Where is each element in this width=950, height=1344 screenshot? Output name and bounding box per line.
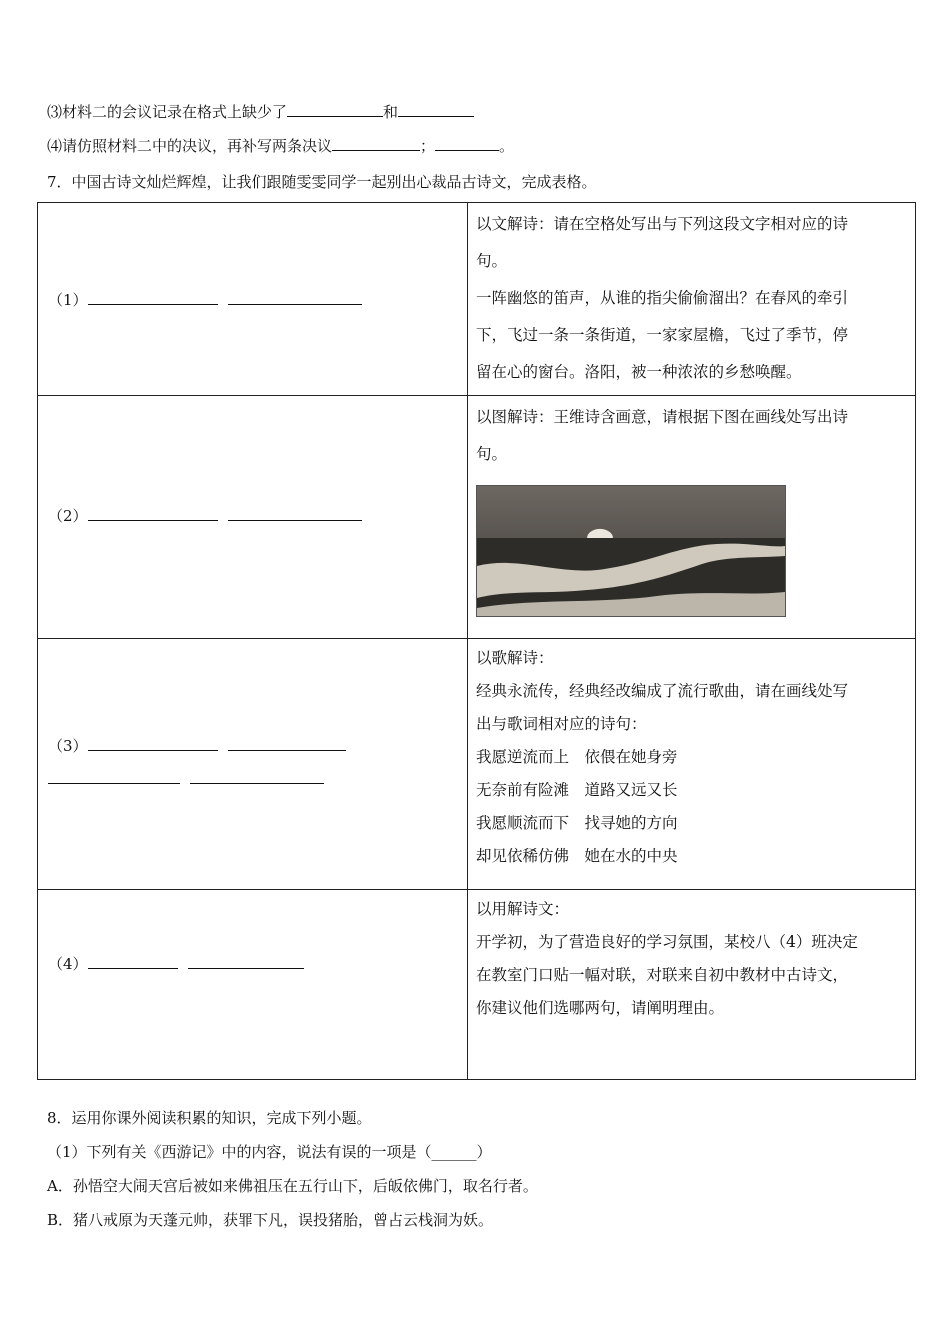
row-label-1: （1） xyxy=(48,291,88,309)
table-row-1 xyxy=(38,203,916,396)
q6-item3-and: 和 xyxy=(383,103,399,121)
prompt-line: 无奈前有险滩 道路又远又长 xyxy=(476,781,678,799)
prompt-line: 我愿逆流而上 依偎在她身旁 xyxy=(476,748,678,766)
prompt-line: 留在心的窗台。洛阳，被一种浓浓的乡愁唤醒。 xyxy=(476,363,802,381)
answer-line-3a xyxy=(48,735,356,756)
row-label-2: （2） xyxy=(48,507,88,525)
table-row-3 xyxy=(38,639,916,890)
prompt-cell-1 xyxy=(468,203,916,396)
prompt-cell-4 xyxy=(468,890,916,1080)
q6-item4-text: ⑷请仿照材料二中的决议，再补写两条决议 xyxy=(47,137,333,155)
q8-option-b[interactable]: B．猪八戒原为天蓬元帅，获罪下凡，误投猪胎，曾占云栈洞为妖。 xyxy=(47,1211,494,1229)
prompt-cell-3 xyxy=(468,639,916,890)
answer-line-4 xyxy=(48,953,314,974)
q6-item4-end: 。 xyxy=(499,137,515,155)
poetry-table xyxy=(37,202,916,1080)
prompt-line: 却见依稀仿佛 她在水的中央 xyxy=(476,847,678,865)
answer-cell-1 xyxy=(38,203,468,396)
prompt-cell-2 xyxy=(468,396,916,639)
answer-blank[interactable] xyxy=(228,736,346,751)
answer-cell-3 xyxy=(38,639,468,890)
row-label-3: （3） xyxy=(48,737,88,755)
answer-line-3b xyxy=(48,769,334,788)
answer-blank[interactable] xyxy=(88,506,218,521)
answer-blank[interactable] xyxy=(48,769,180,784)
answer-blank[interactable] xyxy=(188,954,304,969)
q6-item4-blank-2[interactable] xyxy=(435,136,499,151)
q6-item3-text: ⑶材料二的会议记录在格式上缺少了 xyxy=(47,103,288,121)
answer-line-1 xyxy=(48,289,372,310)
q6-item4-blank-1[interactable] xyxy=(332,136,420,151)
q8-sub1: （1）下列有关《西游记》中的内容，说法有误的一项是（______） xyxy=(47,1143,492,1161)
q7-stem: 7．中国古诗文灿烂辉煌，让我们跟随雯雯同学一起别出心裁品古诗文，完成表格。 xyxy=(47,173,597,191)
river-sunset-image xyxy=(476,485,786,617)
answer-cell-4 xyxy=(38,890,468,1080)
q6-item4-sep: ； xyxy=(420,137,436,155)
prompt-line: 以文解诗：请在空格处写出与下列这段文字相对应的诗 xyxy=(476,215,849,233)
q8-stem: 8．运用你课外阅读积累的知识，完成下列小题。 xyxy=(47,1109,372,1127)
prompt-line: 你建议他们选哪两句，请阐明理由。 xyxy=(476,999,725,1017)
answer-blank[interactable] xyxy=(88,954,178,969)
answer-blank[interactable] xyxy=(88,290,218,305)
answer-blank[interactable] xyxy=(88,736,218,751)
prompt-line: 以图解诗：王维诗含画意，请根据下图在画线处写出诗 xyxy=(476,408,849,426)
table-row-4 xyxy=(38,890,916,1080)
q6-item3-blank-1[interactable] xyxy=(287,102,383,117)
prompt-line: 以歌解诗： xyxy=(476,649,554,667)
prompt-line: 句。 xyxy=(476,445,508,463)
prompt-line: 句。 xyxy=(476,252,508,270)
answer-blank[interactable] xyxy=(228,290,362,305)
prompt-line: 下，飞过一条一条街道，一家家屋檐，飞过了季节，停 xyxy=(476,326,849,344)
prompt-line: 一阵幽悠的笛声，从谁的指尖偷偷溜出？在春风的牵引 xyxy=(476,289,849,307)
prompt-line: 经典永流传，经典经改编成了流行歌曲，请在画线处写 xyxy=(476,682,849,700)
q6-item4 xyxy=(47,136,514,156)
q8-option-a[interactable]: A．孙悟空大闹天宫后被如来佛祖压在五行山下，后皈依佛门，取名行者。 xyxy=(47,1177,538,1195)
prompt-line: 以用解诗文： xyxy=(476,900,570,918)
answer-blank[interactable] xyxy=(228,506,362,521)
prompt-line: 出与歌词相对应的诗句： xyxy=(476,715,647,733)
prompt-line: 在教室门口贴一幅对联，对联来自初中教材中古诗文， xyxy=(476,966,849,984)
q6-item3 xyxy=(47,102,474,122)
answer-cell-2 xyxy=(38,396,468,639)
table-row-2 xyxy=(38,396,916,639)
q6-item3-blank-2[interactable] xyxy=(398,102,474,117)
answer-blank[interactable] xyxy=(190,769,324,784)
answer-line-2 xyxy=(48,505,372,526)
prompt-line: 开学初，为了营造良好的学习氛围，某校八（4）班决定 xyxy=(476,933,858,951)
prompt-line: 我愿顺流而下 找寻她的方向 xyxy=(476,814,678,832)
row-label-4: （4） xyxy=(48,955,88,973)
